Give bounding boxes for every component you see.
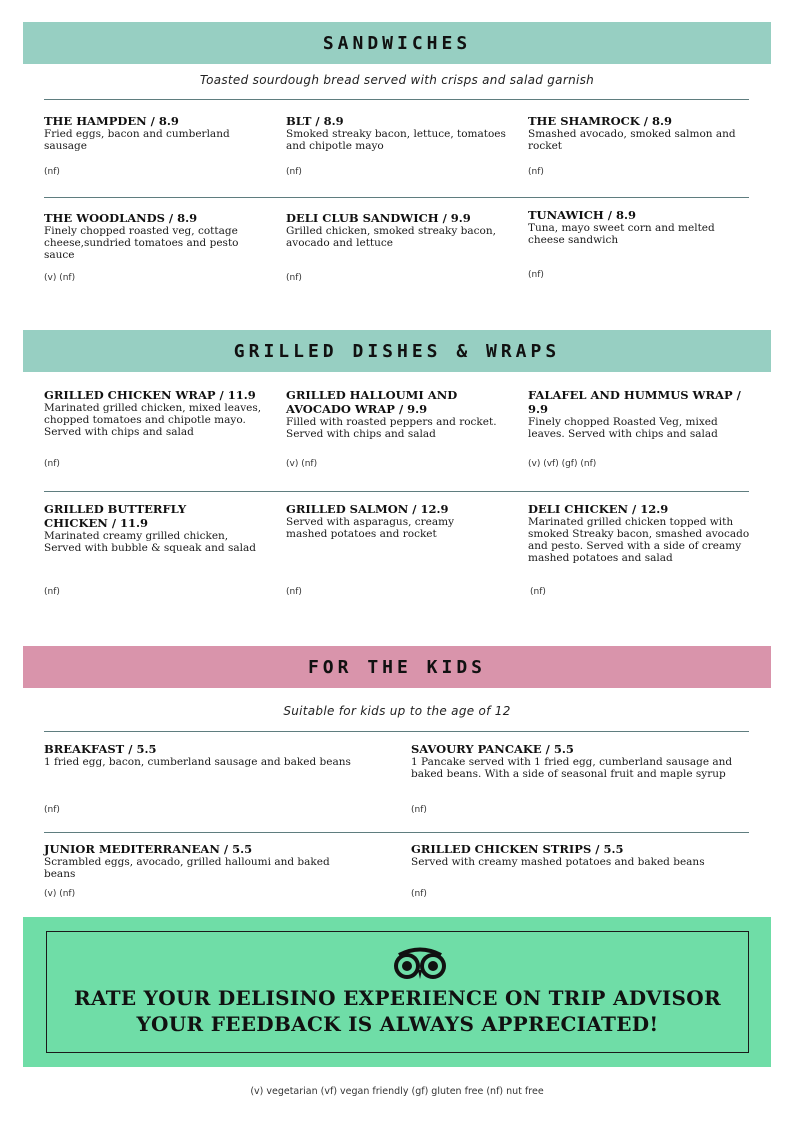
item-name: GRILLED SALMON / 12.9 (286, 502, 449, 516)
item-dietary-tags: (v) (nf) (44, 273, 76, 283)
menu-item-deli-club-sandwich (286, 211, 506, 249)
divider (44, 99, 749, 100)
item-dietary-tags: (v) (nf) (286, 459, 318, 469)
item-description: Grilled chicken, smoked streaky bacon, avocado and lettuce (286, 225, 496, 249)
item-dietary-tags: (nf) (528, 270, 544, 280)
menu-item-savoury-pancake (411, 742, 746, 780)
kids-subtitle: Suitable for kids up to the age of 12 (283, 704, 511, 718)
owl-eyes-icon (391, 946, 449, 982)
divider (44, 731, 749, 732)
dietary-legend: (v) vegetarian (vf) vegan friendly (gf) gluten free (nf) nut free (250, 1086, 544, 1097)
menu-item-grilled-chicken-wrap (44, 388, 266, 438)
item-dietary-tags: (nf) (44, 805, 60, 815)
menu-item-the-hampden (44, 114, 269, 152)
item-dietary-tags: (v) (vf) (gf) (nf) (528, 459, 597, 469)
sandwiches-title: SANDWICHES (322, 32, 472, 54)
menu-item-grilled-butterfly-chicken (44, 502, 266, 554)
item-description: Finely chopped roasted veg, cottage cheese,sundried tomatoes and pesto sauce (44, 225, 239, 261)
menu-item-falafel-hummus-wrap (528, 388, 743, 440)
item-dietary-tags: (nf) (530, 587, 546, 597)
grilled-title: GRILLED DISHES & WRAPS (233, 340, 561, 362)
sandwiches-subtitle: Toasted sourdough bread served with crisps and salad garnish (199, 73, 595, 87)
item-name: TUNAWICH / 8.9 (528, 208, 636, 222)
item-description: Fried eggs, bacon and cumberland sausage (44, 128, 230, 152)
grilled-header-band (23, 330, 771, 372)
divider (44, 197, 749, 198)
item-description: Marinated grilled chicken, mixed leaves, chopped tomatoes and chipotle mayo. Served with chips and salad (44, 402, 262, 438)
item-dietary-tags: (nf) (44, 587, 60, 597)
divider (44, 491, 749, 492)
item-name: BREAKFAST / 5.5 (44, 742, 157, 756)
menu-item-breakfast (44, 742, 369, 768)
item-name: GRILLED BUTTERFLY CHICKEN / 11.9 (44, 502, 187, 530)
item-name: GRILLED HALLOUMI AND AVOCADO WRAP / 9.9 (286, 388, 458, 416)
item-name: DELI CLUB SANDWICH / 9.9 (286, 211, 471, 225)
item-description: Served with creamy mashed potatoes and baked beans (411, 856, 705, 868)
item-name: THE SHAMROCK / 8.9 (528, 114, 672, 128)
item-name: GRILLED CHICKEN STRIPS / 5.5 (411, 842, 624, 856)
kids-title: FOR THE KIDS (307, 656, 487, 678)
divider (44, 832, 749, 833)
item-description: Tuna, mayo sweet corn and melted cheese sandwich (528, 222, 715, 246)
item-description: Finely chopped Roasted Veg, mixed leaves. Served with chips and salad (528, 416, 718, 440)
sandwiches-header-band (23, 22, 771, 64)
item-name: THE HAMPDEN / 8.9 (44, 114, 179, 128)
item-dietary-tags: (nf) (286, 587, 302, 597)
item-dietary-tags: (nf) (44, 459, 60, 469)
item-dietary-tags: (nf) (411, 889, 427, 899)
item-name: FALAFEL AND HUMMUS WRAP / 9.9 (528, 388, 741, 416)
item-name: GRILLED CHICKEN WRAP / 11.9 (44, 388, 256, 402)
item-description: Filled with roasted peppers and rocket. Served with chips and salad (286, 416, 497, 440)
menu-item-the-shamrock (528, 114, 750, 152)
item-description: Scrambled eggs, avocado, grilled halloumi and baked beans (44, 856, 330, 880)
tripadvisor-line-2: YOUR FEEDBACK IS ALWAYS APPRECIATED! (136, 1012, 659, 1036)
menu-item-blt (286, 114, 506, 152)
tripadvisor-frame (46, 931, 749, 1053)
menu-item-grilled-chicken-strips (411, 842, 751, 868)
item-dietary-tags: (v) (nf) (44, 889, 76, 899)
item-name: BLT / 8.9 (286, 114, 344, 128)
kids-header-band (23, 646, 771, 688)
menu-item-deli-chicken (528, 502, 750, 564)
menu-item-junior-mediterranean (44, 842, 354, 880)
item-description: Smashed avocado, smoked salmon and rocket (528, 128, 736, 152)
tripadvisor-panel (23, 917, 771, 1067)
item-dietary-tags: (nf) (528, 167, 544, 177)
item-name: JUNIOR MEDITERRANEAN / 5.5 (44, 842, 253, 856)
item-dietary-tags: (nf) (286, 273, 302, 283)
menu-item-grilled-halloumi-avocado-wrap (286, 388, 501, 440)
item-description: Served with asparagus, creamy mashed potatoes and rocket (286, 516, 455, 540)
item-description: 1 Pancake served with 1 fried egg, cumberland sausage and baked beans. With a side of seasonal fruit and maple syrup (411, 756, 733, 780)
item-description: 1 fried egg, bacon, cumberland sausage and baked beans (44, 756, 351, 768)
item-name: DELI CHICKEN / 12.9 (528, 502, 669, 516)
menu-item-the-woodlands (44, 211, 269, 261)
tripadvisor-line-1: RATE YOUR DELISINO EXPERIENCE ON TRIP ADVISOR (74, 986, 721, 1010)
item-dietary-tags: (nf) (44, 167, 60, 177)
item-dietary-tags: (nf) (286, 167, 302, 177)
item-dietary-tags: (nf) (411, 805, 427, 815)
item-name: SAVOURY PANCAKE / 5.5 (411, 742, 574, 756)
menu-item-grilled-salmon (286, 502, 491, 540)
item-name: THE WOODLANDS / 8.9 (44, 211, 198, 225)
item-description: Marinated grilled chicken topped with smoked Streaky bacon, smashed avocado and pesto. Served with a side of creamy mashed potatoes and salad (528, 516, 750, 564)
menu-item-tunawich (528, 208, 750, 246)
item-description: Marinated creamy grilled chicken, Served with bubble & squeak and salad (44, 530, 256, 554)
item-description: Smoked streaky bacon, lettuce, tomatoes and chipotle mayo (286, 128, 506, 152)
